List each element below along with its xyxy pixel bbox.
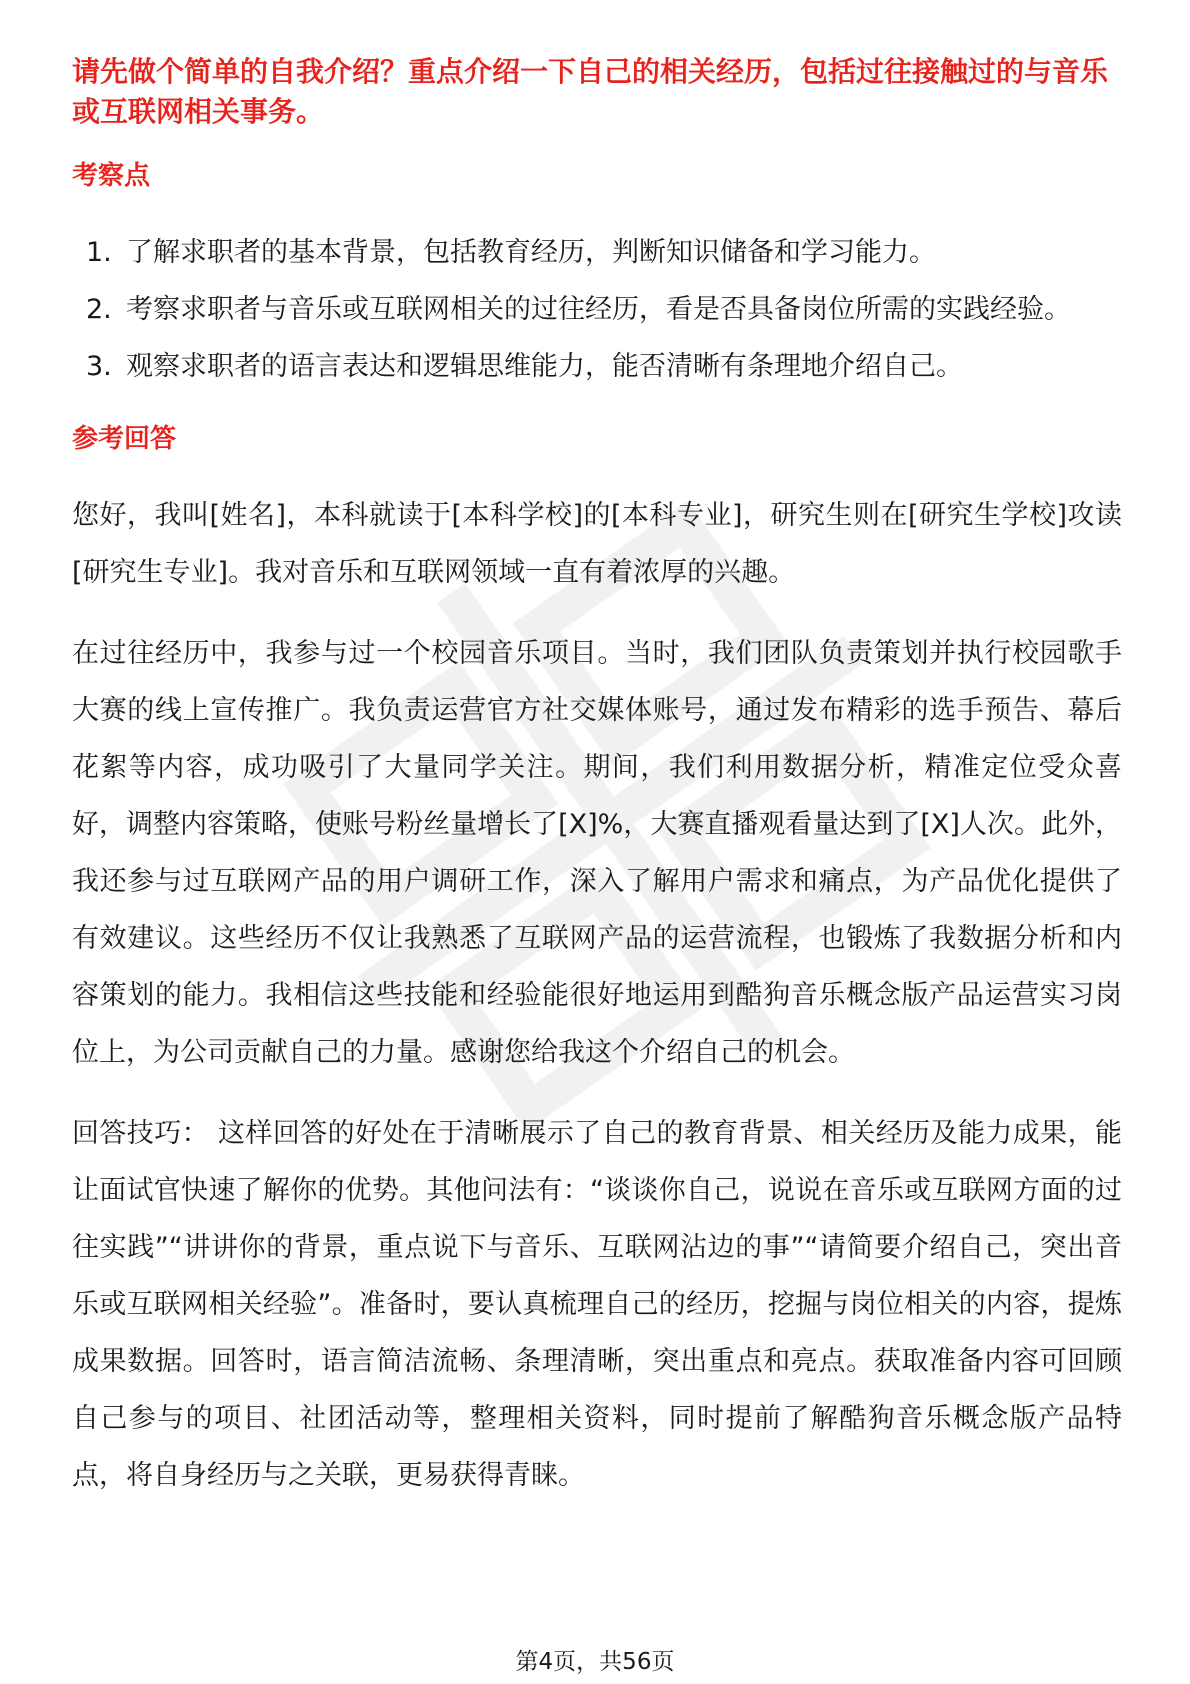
reference-heading: 参考回答 (72, 424, 177, 454)
list-text: 了解求职者的基本背景，包括教育经历，判断知识储备和学习能力。 (126, 237, 936, 268)
answer-paragraph-intro: 您好，我叫[姓名]，本科就读于[本科学校]的[本科专业]，研究生则在[研究生学校]攻读[研究生专业]。我对音乐和互联网领域一直有着浓厚的兴趣。 (72, 500, 1122, 588)
assessment-list (72, 224, 1122, 395)
answer-paragraph-experience: 在过往经历中，我参与过一个校园音乐项目。当时，我们团队负责策划并执行校园歌手大赛的线上宣传推广。我负责运营官方社交媒体账号，通过发布精彩的选手预告、幕后花絮等内容，成功吸引了大量同学关注。期间，我们利用数据分析，精准定位受众喜好，调整内容策略，使账号粉丝量增长了[X]%，大赛直播观看量达到了[X]人次。此外，我还参与过互联网产品的用户调研工作，深入了解用户需求和痛点，为产品优化提供了有效建议。这些经历不仅让我熟悉了互联网产品的运营流程，也锻炼了我数据分析和内容策划的能力。我相信这些技能和经验能很好地运用到酷狗音乐概念版产品运营实习岗位上，为公司贡献自己的力量。感谢您给我这个介绍自己的机会。 (72, 638, 1122, 1068)
list-text: 观察求职者的语言表达和逻辑思维能力，能否清晰有条理地介绍自己。 (126, 351, 963, 382)
list-text: 考察求职者与音乐或互联网相关的过往经历，看是否具备岗位所需的实践经验。 (126, 294, 1071, 325)
page-number: 第4页，共56页 (515, 1649, 675, 1675)
question-heading: 请先做个简单的自我介绍？重点介绍一下自己的相关经历，包括过往接触过的与音乐或互联网相关事务。 (72, 55, 1109, 128)
list-number: 2. (86, 294, 112, 325)
list-number: 1. (86, 237, 112, 268)
assessment-heading: 考察点 (72, 161, 151, 191)
document-page (72, 52, 1122, 1528)
answer-paragraph-tips: 回答技巧： 这样回答的好处在于清晰展示了自己的教育背景、相关经历及能力成果，能让面试官快速了解你的优势。其他问法有：“谈谈你自己，说说在音乐或互联网方面的过往实践”“讲讲你的背景，重点说下与音乐、互联网沾边的事”“请简要介绍自己，突出音乐或互联网相关经验”。准备时，要认真梳理自己的经历，挖掘与岗位相关的内容，提炼成果数据。回答时，语言简洁流畅、条理清晰，突出重点和亮点。获取准备内容可回顾自己参与的项目、社团活动等，整理相关资料，同时提前了解酷狗音乐概念版产品特点，将自身经历与之关联，更易获得青睐。 (72, 1118, 1122, 1491)
list-item (72, 281, 1122, 338)
list-number: 3. (86, 351, 112, 382)
list-item (72, 224, 1122, 281)
list-item (72, 338, 1122, 395)
